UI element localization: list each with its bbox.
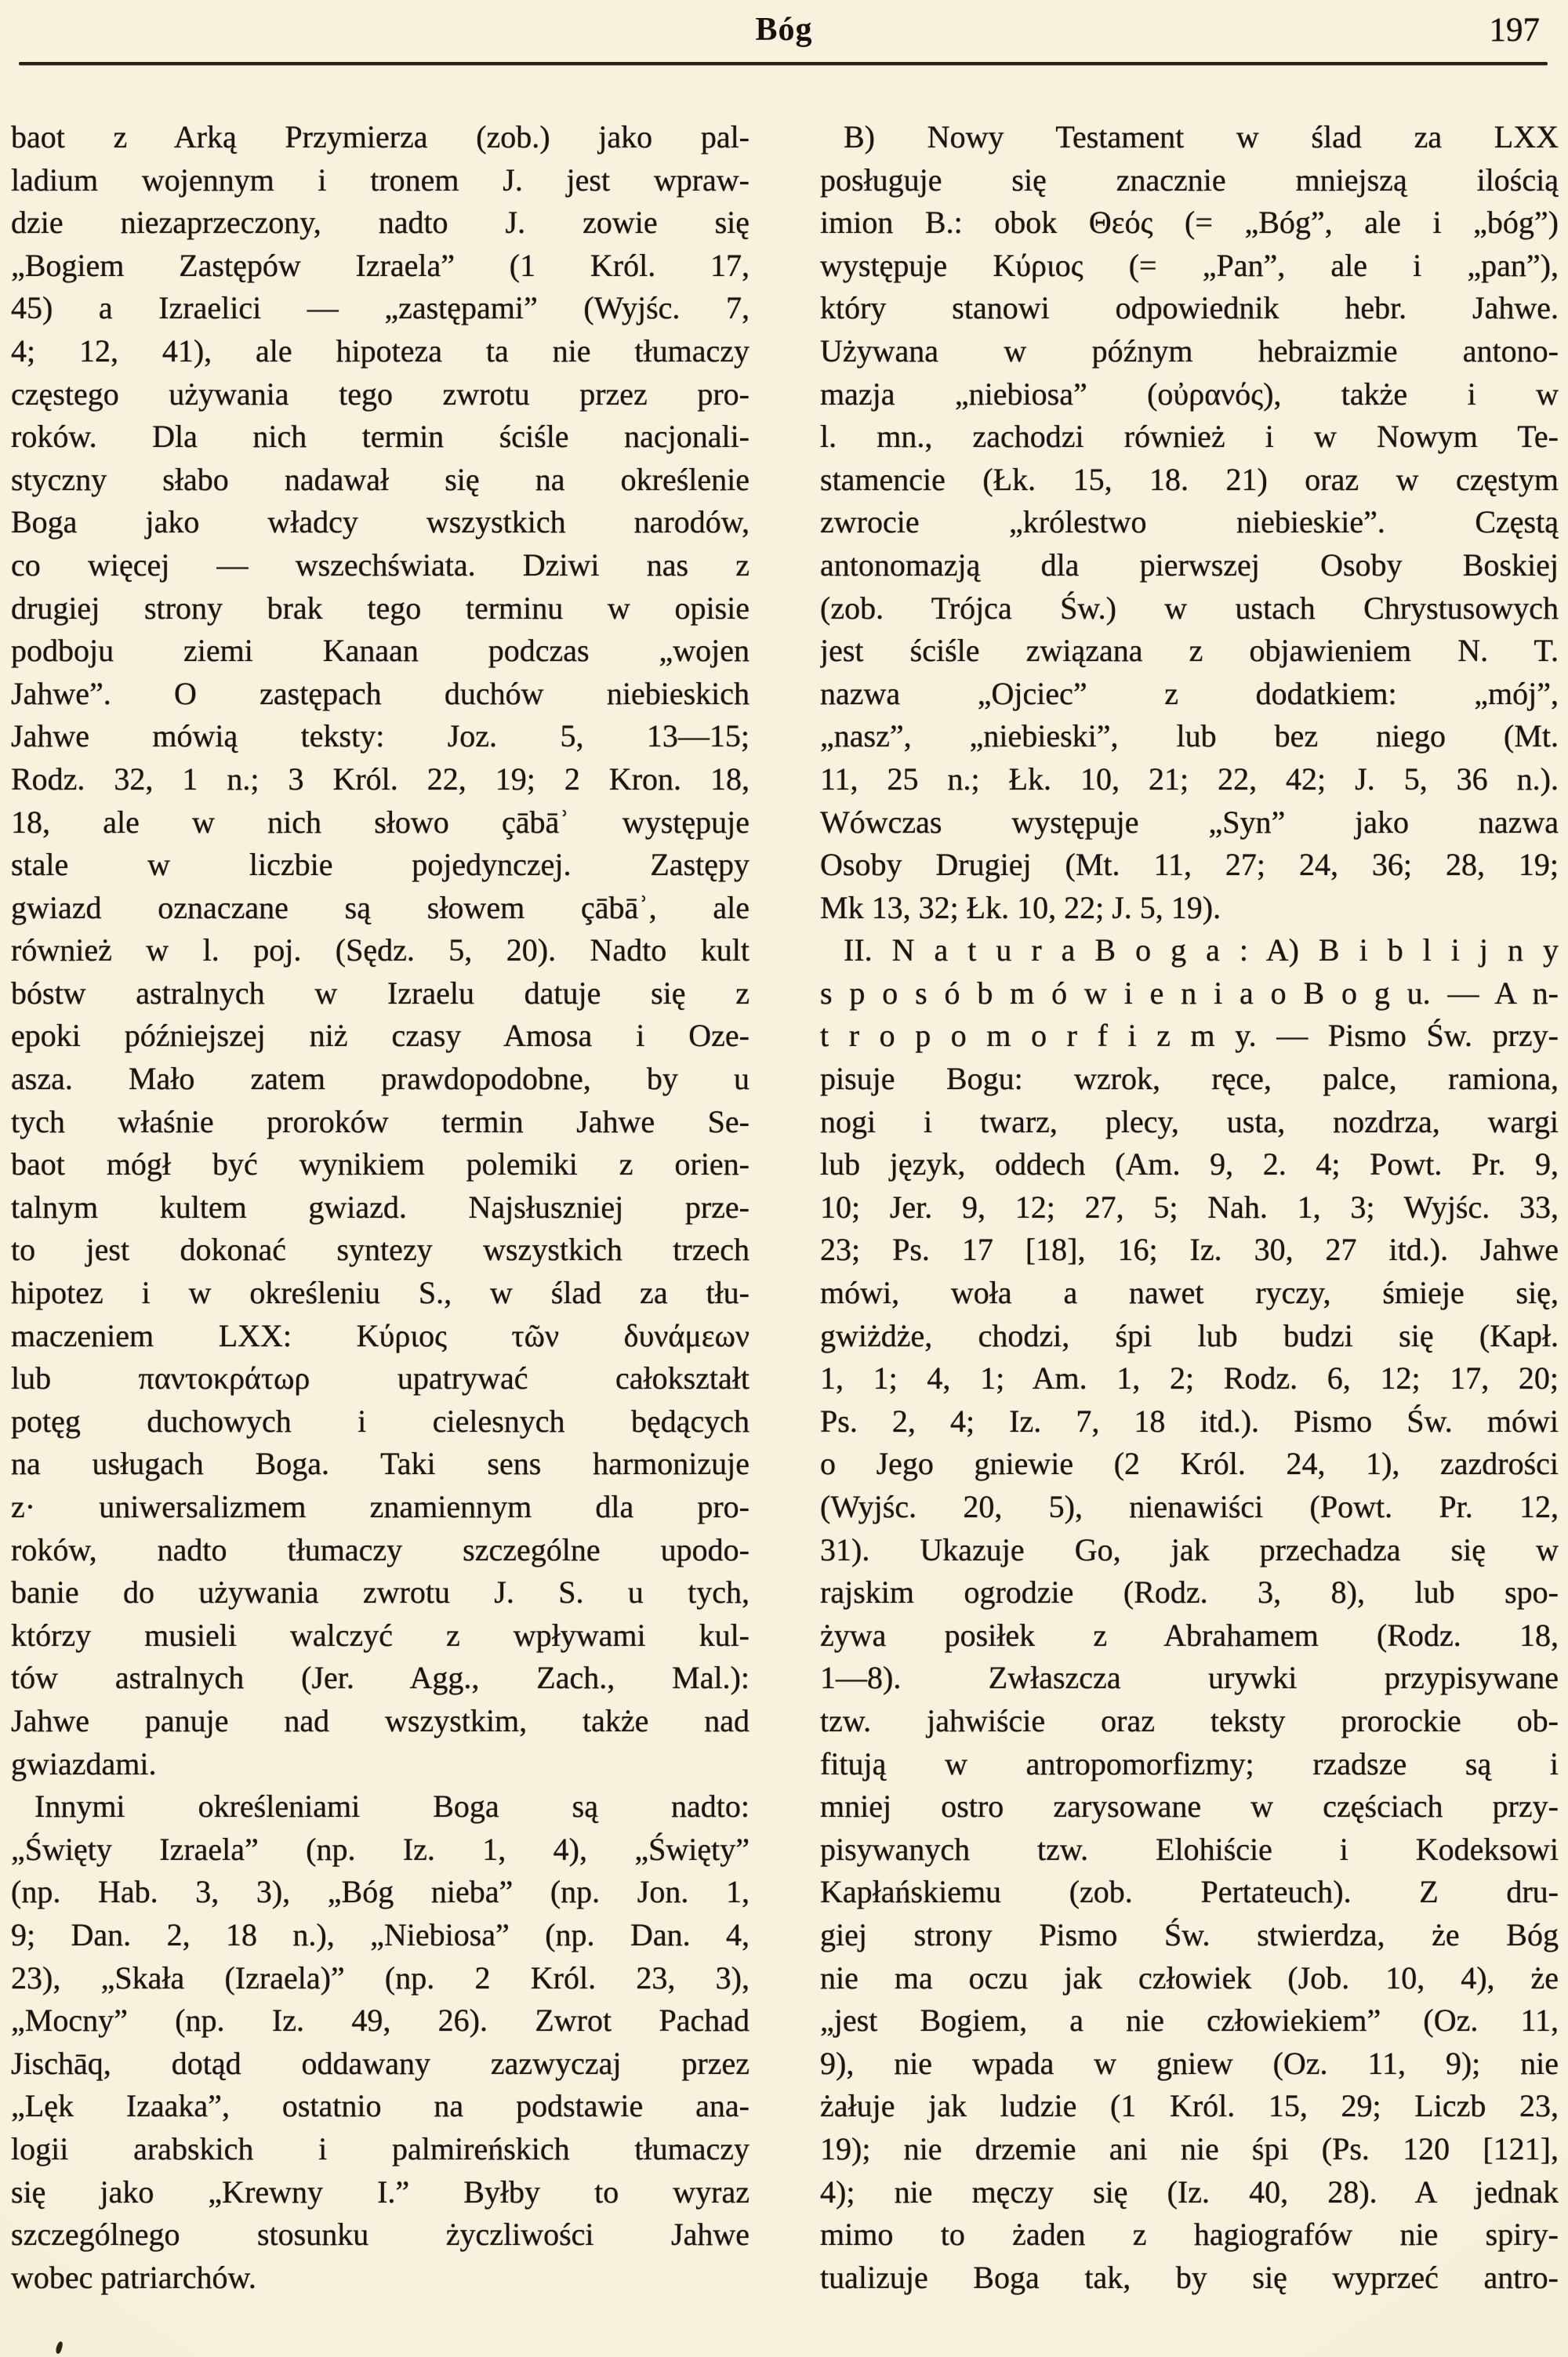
text-line: wobec patriarchów.: [11, 2259, 256, 2295]
text-line: Innymi określeniami Boga są nadto:: [34, 1789, 750, 1825]
text-line: tów astralnych (Jer. Agg., Zach., Mal.):: [11, 1660, 750, 1696]
text-line: logii arabskich i palmireńskich tłumaczy: [11, 2130, 750, 2166]
text-line: 19); nie drzemie ani nie śpi (Ps. 120 [121],: [820, 2130, 1559, 2166]
text-line: II. N a t u r a B o g a : A) B i b l i j n y: [844, 932, 1559, 968]
text-line: również w l. poj. (Sędz. 5, 20). Nadto kult: [11, 932, 750, 968]
text-line: 4); nie męczy się (Iz. 40, 28). A jednak: [820, 2174, 1559, 2210]
text-line: Boga jako władcy wszystkich narodów,: [11, 504, 750, 540]
text-line: gwiżdże, chodzi, śpi lub budzi się (Kapł.: [820, 1317, 1559, 1353]
text-line: (zob. Trójca Św.) w ustach Chrystusowych: [820, 590, 1559, 626]
text-line: Jahwe mówią teksty: Joz. 5, 13—15;: [11, 718, 750, 754]
text-line: 23; Ps. 17 [18], 16; Iz. 30, 27 itd.). Jahwe: [820, 1232, 1559, 1268]
text-line: posługuje się znacznie mniejszą ilością: [820, 162, 1559, 198]
text-line: z· uniwersalizmem znamiennym dla pro-: [11, 1489, 750, 1524]
text-line: mniej ostro zarysowane w częściach przy-: [820, 1789, 1559, 1825]
text-line: to jest dokonać syntezy wszystkich trzech: [11, 1232, 750, 1268]
text-line: talnym kultem gwiazd. Najsłuszniej prze-: [11, 1189, 750, 1225]
text-line: pisuje Bogu: wzrok, ręce, palce, ramiona,: [820, 1061, 1559, 1097]
text-line: gwiazdami.: [11, 1745, 157, 1781]
text-line: tualizuje Boga tak, by się wyprzeć antro-: [820, 2259, 1559, 2295]
text-line: antonomazją dla pierwszej Osoby Boskiej: [820, 547, 1559, 583]
text-line: 31). Ukazuje Go, jak przechadza się w: [820, 1531, 1559, 1567]
text-line: 10; Jer. 9, 12; 27, 5; Nah. 1, 3; Wyjśc. 33,: [820, 1189, 1559, 1225]
text-line: nogi i twarz, plecy, usta, nozdrza, wargi: [820, 1103, 1559, 1139]
text-line: Rodz. 32, 1 n.; 3 Król. 22, 19; 2 Kron. 18,: [11, 761, 750, 797]
text-line: Używana w późnym hebraizmie antono-: [820, 332, 1559, 369]
text-line: „Święty Izraela” (np. Iz. 1, 4), „Święty”: [11, 1831, 750, 1867]
text-line: giej strony Pismo Św. stwierdza, że Bóg: [820, 1916, 1559, 1952]
text-line: zwrocie „królestwo niebieskie”. Częstą: [820, 504, 1559, 540]
text-line: Ps. 2, 4; Iz. 7, 18 itd.). Pismo Św. mówi: [820, 1403, 1559, 1439]
text-line: drugiej strony brak tego terminu w opisie: [11, 590, 750, 626]
right-column: [820, 116, 1559, 2299]
ink-speck: [55, 2341, 64, 2354]
text-line: „Mocny” (np. Iz. 49, 26). Zwrot Pachad: [11, 2003, 750, 2039]
text-line: ladium wojennym i tronem J. jest wpraw-: [11, 162, 750, 198]
text-line: tzw. jahwiście oraz teksty prorockie ob-: [820, 1702, 1559, 1738]
text-line: występuje Κύριος (= „Pan”, ale i „pan”),: [820, 247, 1559, 283]
text-line: t r o p o m o r f i z m y. — Pismo Św. przy-: [820, 1018, 1559, 1054]
text-line: pisywanych tzw. Elohiście i Kodeksowi: [820, 1831, 1559, 1867]
text-line: roków, nadto tłumaczy szczególne upodo-: [11, 1531, 750, 1567]
text-line: rajskim ogrodzie (Rodz. 3, 8), lub spo-: [820, 1574, 1559, 1611]
text-line: gwiazd oznaczane są słowem çābāʾ, ale: [11, 889, 750, 925]
text-line: 9; Dan. 2, 18 n.), „Niebiosa” (np. Dan. 4,: [11, 1916, 750, 1952]
text-line: jest ściśle związana z objawieniem N. T.: [820, 633, 1559, 669]
text-line: Jahwe panuje nad wszystkim, także nad: [11, 1702, 750, 1738]
text-line: nie ma oczu jak człowiek (Job. 10, 4), że: [820, 1959, 1559, 1996]
text-line: 4; 12, 41), ale hipoteza ta nie tłumaczy: [11, 332, 750, 369]
text-line: lub język, oddech (Am. 9, 2. 4; Powt. Pr. 9,: [820, 1146, 1559, 1182]
text-line: l. mn., zachodzi również i w Nowym Te-: [820, 419, 1559, 455]
text-line: mówi, woła a nawet ryczy, śmieje się,: [820, 1275, 1559, 1311]
text-line: na usługach Boga. Taki sens harmonizuje: [11, 1446, 750, 1482]
text-line: „Bogiem Zastępów Izraela” (1 Król. 17,: [11, 247, 750, 283]
text-line: 11, 25 n.; Łk. 10, 21; 22, 42; J. 5, 36 n.).: [820, 761, 1559, 797]
text-line: żywa posiłek z Abrahamem (Rodz. 18,: [820, 1617, 1559, 1653]
text-line: którzy musieli walczyć z wpływami kul-: [11, 1617, 750, 1653]
text-line: asza. Mało zatem prawdopodobne, by u: [11, 1061, 750, 1097]
text-line: Jischāq, dotąd oddawany zazwyczaj przez: [11, 2045, 750, 2081]
text-line: szczególnego stosunku życzliwości Jahwe: [11, 2217, 750, 2253]
text-line: baot mógł być wynikiem polemiki z orien-: [11, 1146, 750, 1182]
text-line: 23), „Skała (Izraela)” (np. 2 Król. 23, 3),: [11, 1959, 750, 1996]
text-line: Mk 13, 32; Łk. 10, 22; J. 5, 19).: [820, 889, 1221, 925]
text-line: epoki późniejszej niż czasy Amosa i Oze-: [11, 1018, 750, 1054]
text-line: fitują w antropomorfizmy; rzadsze są i: [820, 1745, 1559, 1781]
text-line: (np. Hab. 3, 3), „Bóg nieba” (np. Jon. 1,: [11, 1874, 750, 1910]
text-line: potęg duchowych i cielesnych będących: [11, 1403, 750, 1439]
text-line: mimo to żaden z hagiografów nie spiry-: [820, 2217, 1559, 2253]
text-line: Kapłańskiemu (zob. Pertateuch). Z dru-: [820, 1874, 1559, 1910]
text-line: 1—8). Zwłaszcza urywki przypisywane: [820, 1660, 1559, 1696]
text-line: 45) a Izraelici — „zastępami” (Wyjśc. 7,: [11, 290, 750, 326]
text-line: hipotez i w określeniu S., w ślad za tłu-: [11, 1275, 750, 1311]
text-line: który stanowi odpowiednik hebr. Jahwe.: [820, 290, 1559, 326]
text-line: o Jego gniewie (2 Król. 24, 1), zazdrości: [820, 1446, 1559, 1482]
text-line: bóstw astralnych w Izraelu datuje się z: [11, 975, 750, 1011]
text-line: co więcej — wszechświata. Dziwi nas z: [11, 547, 750, 583]
left-column: [11, 116, 750, 2299]
text-line: imion B.: obok Θεός (= „Bóg”, ale i „bóg”): [820, 205, 1559, 241]
text-line: 18, ale w nich słowo çābāʾ występuje: [11, 804, 750, 840]
text-line: B) Nowy Testament w ślad za LXX: [844, 119, 1559, 154]
page-number: 197: [1489, 12, 1540, 49]
text-line: 9), nie wpada w gniew (Oz. 11, 9); nie: [820, 2045, 1559, 2081]
text-line: „nasz”, „niebieski”, lub bez niego (Mt.: [820, 718, 1559, 754]
text-line: Osoby Drugiej (Mt. 11, 27; 24, 36; 28, 19;: [820, 847, 1559, 883]
text-line: banie do używania zwrotu J. S. u tych,: [11, 1574, 750, 1611]
text-line: podboju ziemi Kanaan podczas „wojen: [11, 633, 750, 669]
text-line: Wówczas występuje „Syn” jako nazwa: [820, 804, 1559, 840]
text-line: dzie niezaprzeczony, nadto J. zowie się: [11, 205, 750, 241]
header-rule: [19, 62, 1548, 65]
text-line: częstego używania tego zwrotu przez pro-: [11, 376, 750, 412]
text-line: lub παντοκράτωρ upatrywać całokształt: [11, 1360, 750, 1396]
text-line: 1, 1; 4, 1; Am. 1, 2; Rodz. 6, 12; 17, 20;: [820, 1360, 1559, 1396]
text-line: maczeniem LXX: Κύριος τῶν δυνάμεων: [11, 1317, 750, 1353]
text-line: „jest Bogiem, a nie człowiekiem” (Oz. 11,: [820, 2003, 1559, 2039]
text-columns: [11, 116, 1559, 2299]
text-line: mazja „niebiosa” (οὐρανός), także i w: [820, 376, 1559, 412]
text-line: stale w liczbie pojedynczej. Zastępy: [11, 847, 750, 883]
text-line: Jahwe”. O zastępach duchów niebieskich: [11, 675, 750, 711]
text-line: „Lęk Izaaka”, ostatnio na podstawie ana-: [11, 2088, 750, 2124]
text-line: baot z Arką Przymierza (zob.) jako pal-: [11, 119, 750, 154]
text-line: (Wyjśc. 20, 5), nienawiści (Powt. Pr. 12,: [820, 1489, 1559, 1524]
text-line: s p o s ó b m ó w i e n i a o B o g u. — A n-: [820, 975, 1559, 1011]
running-head-title: Bóg: [755, 12, 813, 48]
text-line: się jako „Krewny I.” Byłby to wyraz: [11, 2174, 750, 2210]
text-line: nazwa „Ojciec” z dodatkiem: „mój”,: [820, 675, 1559, 711]
text-line: tych właśnie proroków termin Jahwe Se-: [11, 1103, 750, 1139]
text-line: styczny słabo nadawał się na określenie: [11, 461, 750, 497]
text-line: stamencie (Łk. 15, 18. 21) oraz w częstym: [820, 461, 1559, 497]
text-line: żałuje jak ludzie (1 Król. 15, 29; Liczb 23,: [820, 2088, 1559, 2124]
text-line: roków. Dla nich termin ściśle nacjonali-: [11, 419, 750, 455]
